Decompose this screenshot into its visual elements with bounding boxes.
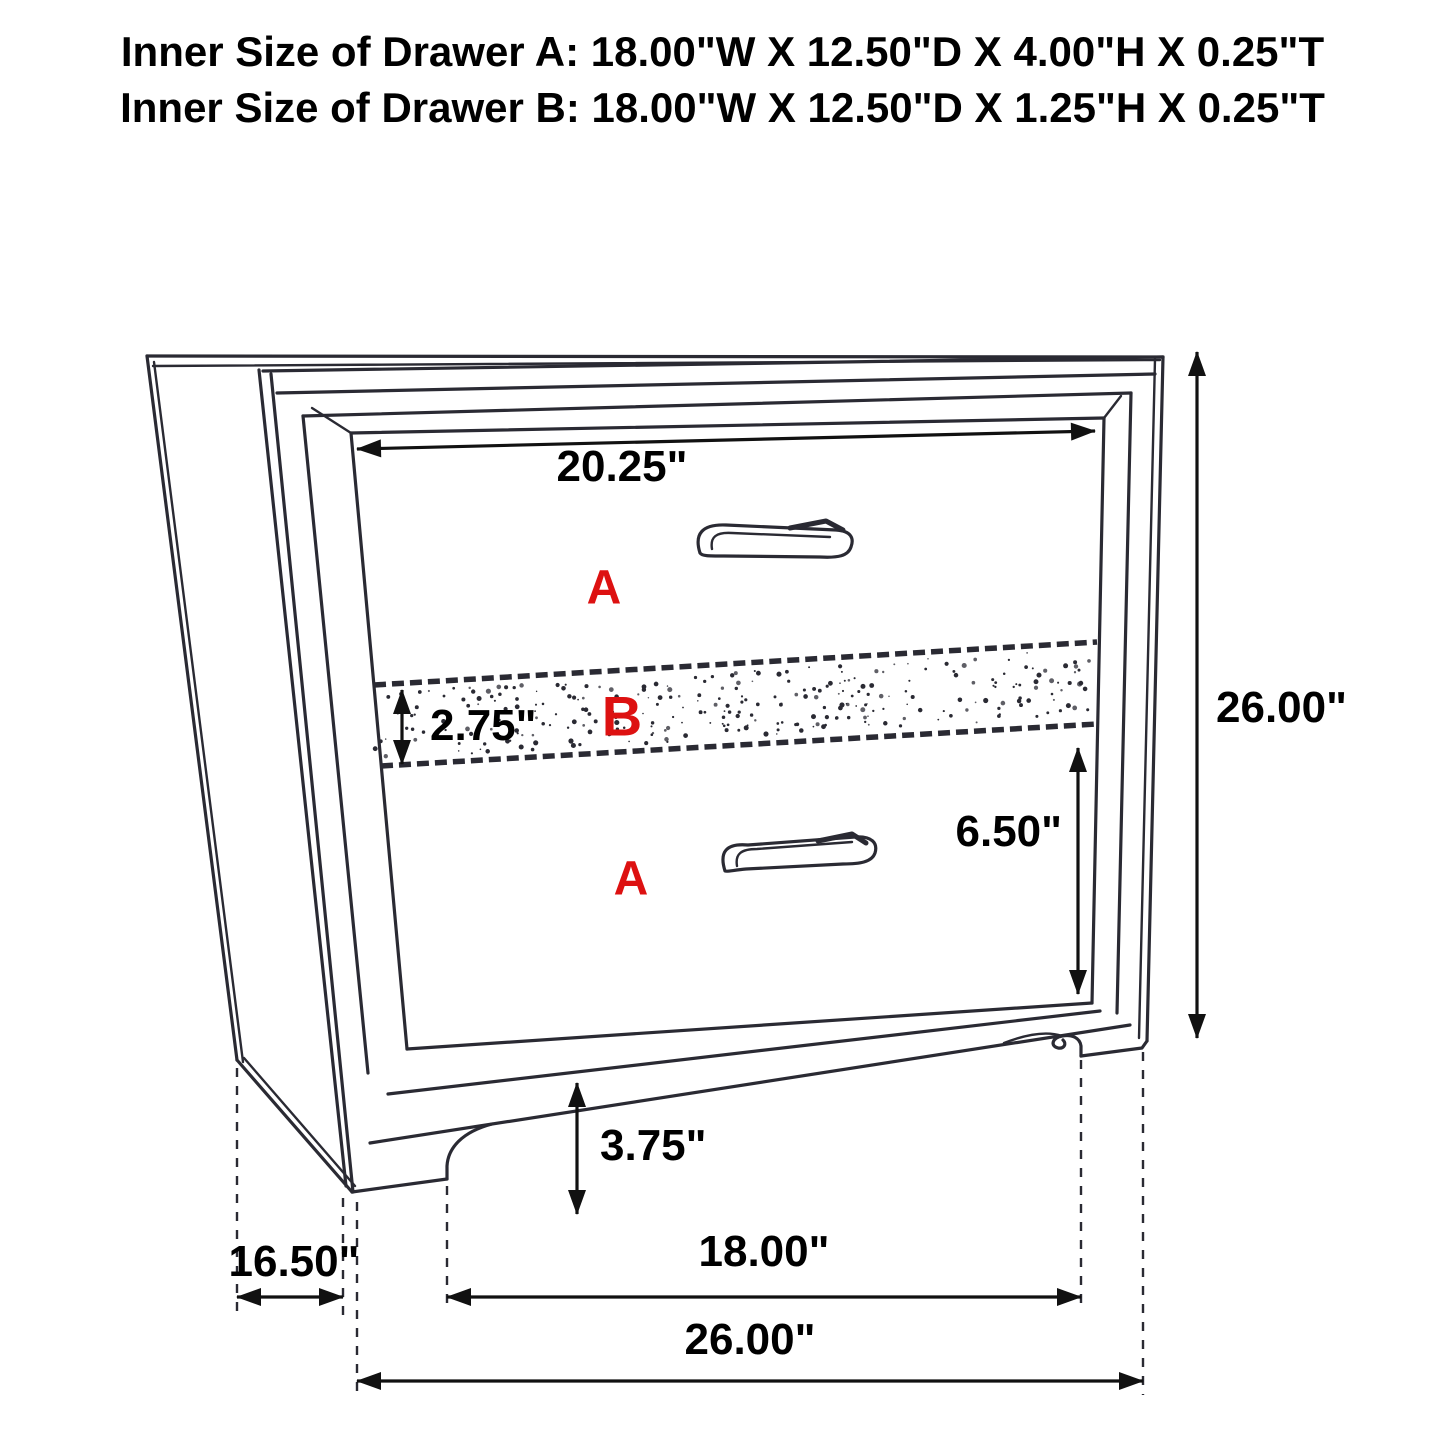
label-middle-band-b: B	[601, 684, 643, 748]
dim-opening-width: 20.25"	[556, 442, 688, 491]
dim-overall-width: 26.00"	[684, 1315, 816, 1364]
dim-foot-height: 3.75"	[600, 1121, 707, 1170]
inner-size-drawer-a-text: Inner Size of Drawer A: 18.00"W X 12.50"D X 4.00"H X 0.25"T	[120, 28, 1325, 75]
dim-overall-height: 26.00"	[1216, 683, 1347, 732]
arrow-opening-width	[357, 431, 1095, 449]
drawer-handle-top	[698, 521, 852, 557]
dim-bottom-drawer-height: 6.50"	[955, 807, 1062, 856]
drawer-handle-bottom	[723, 834, 876, 871]
label-bottom-drawer-a: A	[613, 852, 649, 906]
foot-right	[1004, 1034, 1147, 1056]
dim-side-depth: 16.50"	[228, 1237, 360, 1286]
label-top-drawer-a: A	[586, 561, 622, 615]
inner-size-drawer-b-text: Inner Size of Drawer B: 18.00"W X 12.50"D X 1.25"H X 0.25"T	[120, 84, 1325, 131]
dim-leg-span: 18.00"	[698, 1227, 830, 1276]
bottom-moldings	[370, 1003, 1130, 1143]
dim-band-height: 2.75"	[430, 701, 537, 750]
front-frame	[263, 357, 1163, 1073]
